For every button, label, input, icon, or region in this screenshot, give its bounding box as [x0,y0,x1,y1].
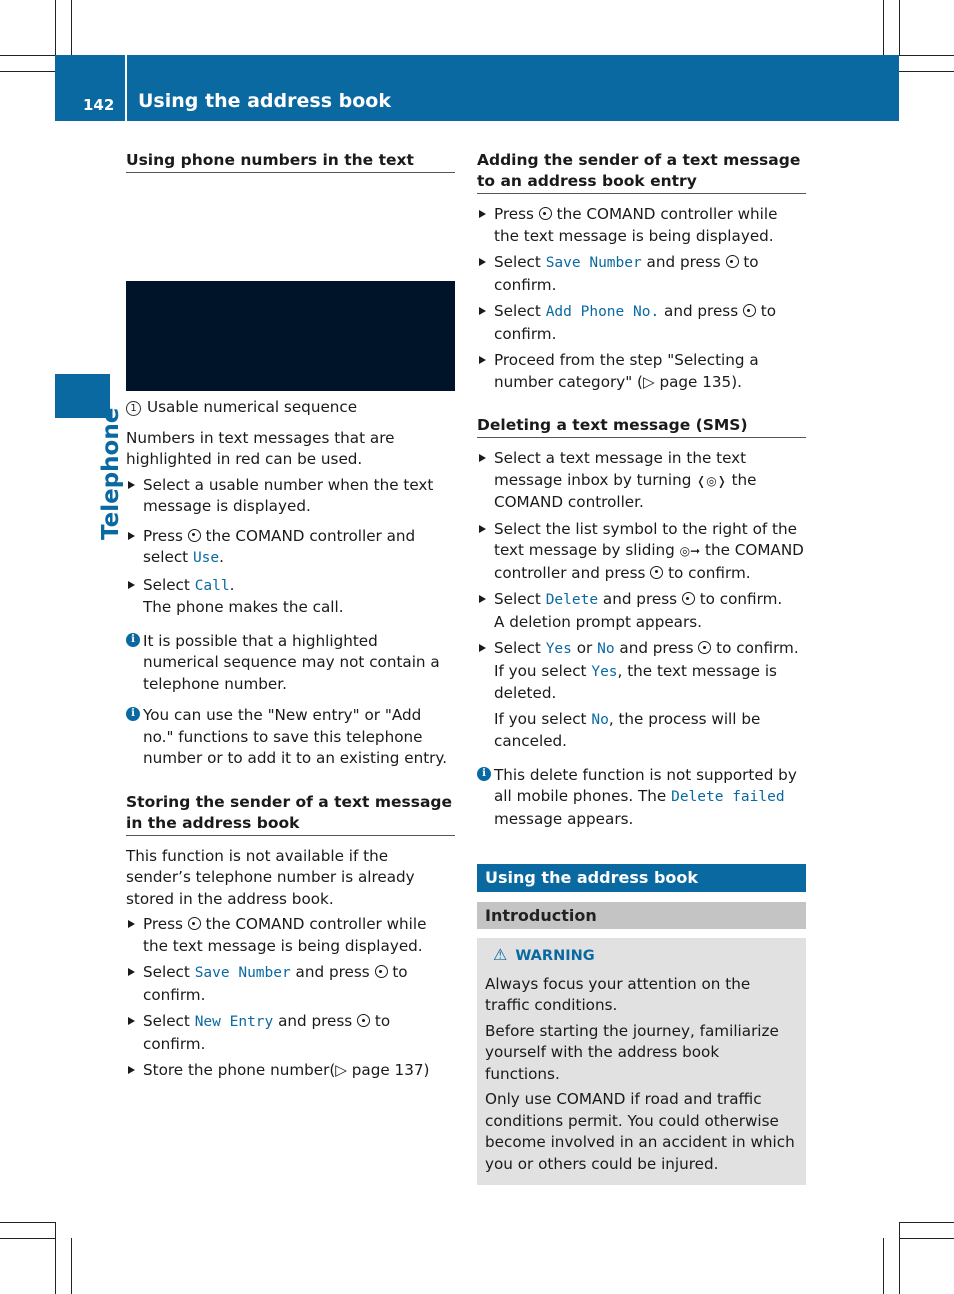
step-item: Select the list symbol to the right of the text message by sliding ◎➞ the COMAND controller and press to confirm. [477,519,806,585]
step-item: Store the phone number(▷ page 137) [126,1060,455,1082]
step-item: Select Yes or No and press to confirm. If you select Yes, the text message is deleted. If you select No, the process will be canceled. [477,638,806,753]
warning-icon: ⚠ [493,945,508,964]
info-icon: i [126,633,140,647]
chapter-label: Telephone [98,407,124,540]
menu-item-code: No [591,711,609,728]
crop-mark [883,0,884,55]
section-heading: Storing the sender of a text message in the address book [126,792,455,836]
header-divider [125,55,127,121]
crop-mark [0,1222,55,1223]
step-item: Press the COMAND controller and select Use. [126,526,455,570]
crop-mark [0,55,55,56]
step-item: Select Delete and press to confirm. A deletion prompt appears. [477,589,806,633]
step-item: Select a usable number when the text message is displayed. [126,475,455,518]
info-icon: i [126,707,140,721]
menu-item-code: Add Phone No. [545,304,660,320]
warning-text: Before starting the journey, familiarize yourself with the address book functions. [485,1021,779,1083]
info-note: i You can use the "New entry" or "Add no." functions to save this telephone number or to add it to an existing entry. [126,705,455,770]
section-heading: Adding the sender of a text message to an address book entry [477,150,806,194]
info-icon: i [477,767,491,781]
press-icon [726,255,739,268]
step-item: Select Call. The phone makes the call. [126,575,455,619]
menu-item-code: Call [194,577,230,594]
menu-item-code: Save Number [194,965,291,981]
crop-mark [0,71,55,72]
step-item: Select Add Phone No. and press to confirm. [477,301,806,345]
running-title: Using the address book [138,90,391,112]
press-icon [539,207,552,220]
step-item: Select Save Number and press to confirm. [126,962,455,1006]
press-icon [743,304,756,317]
warning-text: Only use COMAND if road and traffic conditions permit. You could otherwise become involved in an accident in which you or others could be injured. [485,1090,795,1173]
figure-caption [126,397,455,419]
step-item: Press the COMAND controller while the text message is being displayed. [477,204,806,247]
crop-mark [899,71,954,72]
info-note: i It is possible that a highlighted numerical sequence may not contain a telephone number. [126,631,455,696]
step-item: Press the COMAND controller while the text message is being displayed. [126,914,455,957]
menu-item-code: No [597,641,615,657]
step-item: Select Save Number and press to confirm. [477,252,806,296]
section-heading: Using phone numbers in the text [126,150,455,173]
section-heading-bar: Introduction [477,902,806,930]
crop-mark [55,1222,56,1294]
crop-mark [55,0,56,55]
menu-item-code: Delete [545,592,599,608]
crop-mark [899,1222,954,1223]
menu-item-code: New Entry [194,1014,274,1030]
step-item: Proceed from the step "Selecting a number category" (▷ page 135). [477,350,806,393]
menu-item-code: Yes [591,663,618,680]
callout-marker: 1 [126,401,141,416]
crop-mark [899,0,900,55]
section-heading: Deleting a text message (SMS) [477,415,806,438]
right-column [477,150,806,1185]
crop-mark [883,1238,884,1294]
chapter-heading-bar: Using the address book [477,864,806,892]
left-column [126,150,455,1087]
step-item: Select a text message in the text message inbox by turning ❬◎❭ the COMAND controller. [477,448,806,514]
slide-controller-icon: ◎➞ [679,544,701,558]
press-icon [650,566,663,579]
warning-title: ⚠ WARNING [493,945,595,964]
press-icon [698,641,711,654]
crop-mark [899,55,954,56]
page-number: 142 [83,96,115,114]
info-note: i This delete function is not supported by all mobile phones. The Delete failed message appears. [477,765,806,831]
menu-item-code: Yes [545,641,572,657]
press-icon [682,592,695,605]
press-icon [357,1014,370,1027]
turn-controller-icon: ❬◎❭ [696,473,727,488]
display-screenshot [126,281,455,391]
crop-mark [71,1238,72,1294]
crop-mark [0,1238,55,1239]
paragraph: Numbers in text messages that are highlighted in red can be used. [126,428,395,468]
crop-mark [899,1238,954,1239]
press-icon [375,965,388,978]
paragraph: This function is not available if the sender’s telephone number is already stored in the address book. [126,846,415,908]
step-item: Select New Entry and press to confirm. [126,1011,455,1055]
callout-text: Usable numerical sequence [147,398,358,416]
menu-item-code: Save Number [545,255,642,271]
message-code: Delete failed [671,789,785,805]
warning-text: Always focus your attention on the traffic conditions. [485,974,751,1014]
warning-box [477,938,806,1185]
press-icon [188,917,201,930]
crop-mark [71,0,72,55]
crop-mark [899,1222,900,1294]
page-header [55,55,899,121]
press-icon [188,529,201,542]
menu-item-code: Use [192,550,220,566]
